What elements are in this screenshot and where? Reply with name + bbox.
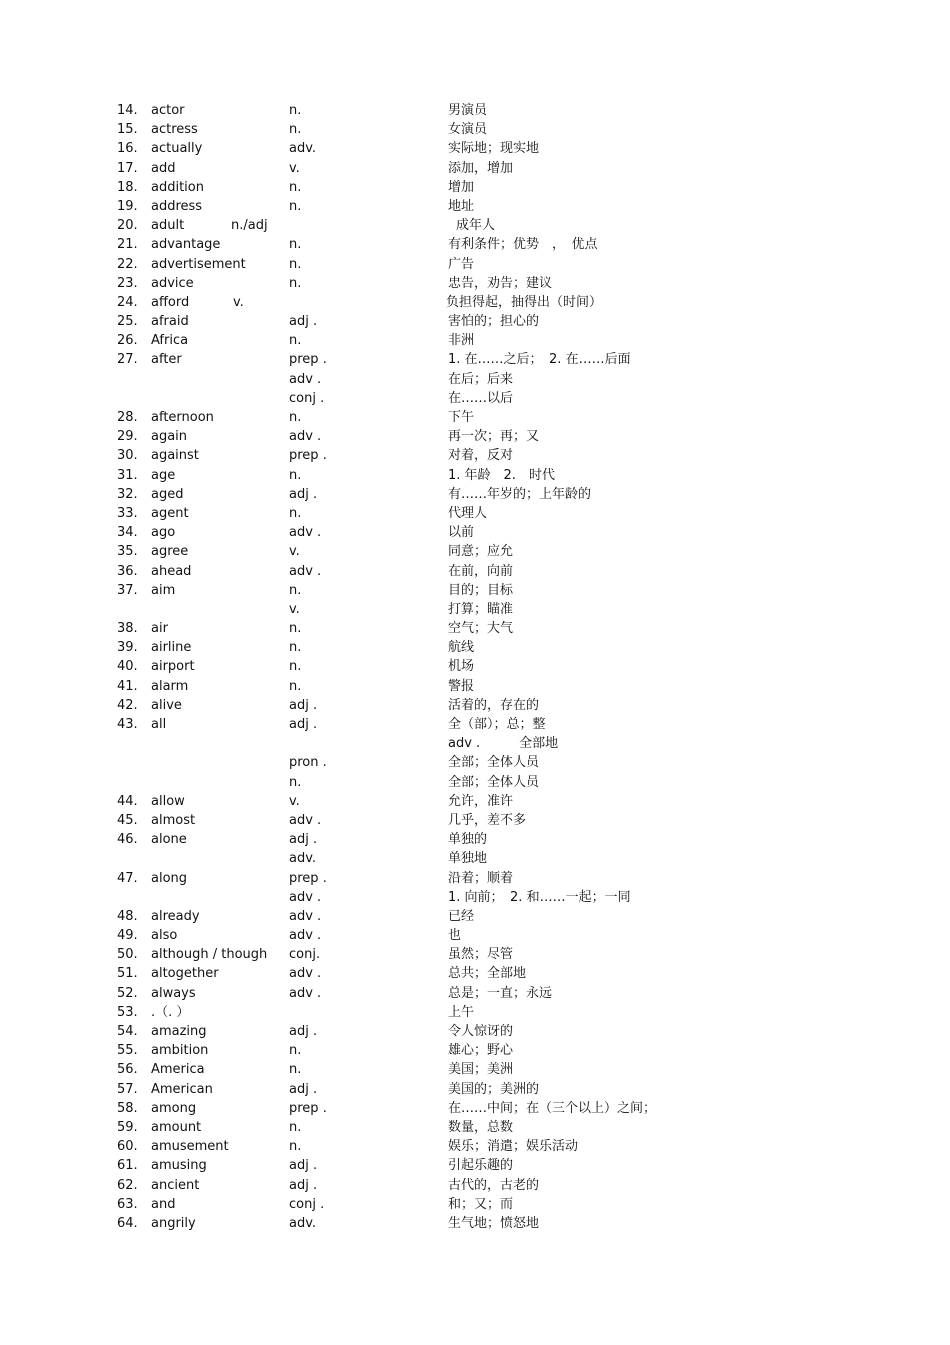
entry-definition: 男演员 (448, 103, 488, 118)
entry-number: 62. (117, 1177, 138, 1193)
vocab-row (0, 734, 950, 753)
entry-word: age (151, 467, 176, 483)
entry-number: 64. (117, 1215, 138, 1231)
entry-definition: 也 (448, 928, 462, 944)
entry-part-of-speech: n. (289, 1043, 302, 1059)
entry-word: adult (151, 218, 185, 234)
entry-part-of-speech: adv . (289, 371, 322, 387)
entry-part-of-speech: n. (289, 774, 302, 790)
entry-number: 55. (117, 1043, 138, 1059)
entry-part-of-speech: adj . (289, 314, 318, 330)
entry-word: altogether (151, 966, 219, 982)
vocab-row (0, 1214, 950, 1233)
entry-word: .（. ） (151, 1004, 190, 1020)
entry-number: 45. (117, 812, 138, 828)
entry-definition: 负担得起，抽得出（时间） (446, 294, 603, 310)
vocab-row (0, 293, 950, 312)
entry-part-of-speech: adj . (289, 1024, 318, 1039)
vocab-row (0, 1176, 950, 1195)
entry-number: 54. (117, 1024, 138, 1039)
vocab-row (0, 427, 950, 446)
entry-word: almost (151, 812, 196, 828)
entry-part-of-speech: adv . (289, 429, 322, 445)
entry-part-of-speech: n. (289, 582, 302, 598)
entry-number: 44. (117, 793, 138, 809)
entry-part-of-speech: adj . (289, 1081, 318, 1097)
entry-number: 63. (117, 1196, 138, 1212)
entry-word: amusing (151, 1158, 207, 1174)
vocab-row (0, 964, 950, 983)
vocab-row (0, 1041, 950, 1060)
vocab-row (0, 1137, 950, 1156)
entry-definition: 单独地 (448, 851, 488, 867)
entry-definition: 数量，总数 (448, 1119, 514, 1135)
entry-word: already (151, 908, 200, 924)
vocabulary-list (0, 101, 950, 1233)
vocab-row (0, 466, 950, 485)
entry-number: 57. (117, 1081, 138, 1097)
entry-definition: 美国；美洲 (448, 1062, 514, 1078)
entry-number: 25. (117, 314, 138, 330)
entry-part-of-speech: v. (289, 793, 300, 809)
vocab-row (0, 159, 950, 178)
entry-definition: 1. 向前； 2. 和……一起；一同 (448, 889, 631, 905)
entry-part-of-speech: n. (289, 1062, 302, 1078)
entry-part-of-speech: n. (289, 179, 302, 195)
entry-word: among (151, 1100, 197, 1116)
vocab-row (0, 600, 950, 619)
entry-word: actress (151, 122, 198, 138)
entry-number: 37. (117, 582, 138, 598)
entry-definition: 广告 (448, 256, 475, 272)
entry-definition: 地址 (448, 198, 475, 214)
entry-part-of-speech: v. (289, 544, 300, 560)
entry-word: amazing (151, 1024, 207, 1039)
entry-part-of-speech: adv. (289, 851, 317, 867)
entry-number: 36. (117, 563, 138, 579)
vocab-row (0, 331, 950, 350)
entry-number: 15. (117, 122, 138, 138)
entry-number: 23. (117, 275, 138, 291)
entry-definition: 令人惊讶的 (448, 1024, 514, 1039)
entry-definition: 忠告，劝告；建议 (448, 275, 553, 291)
entry-definition: 下午 (448, 410, 475, 425)
entry-number: 60. (117, 1139, 138, 1155)
entry-word: amount (151, 1119, 202, 1135)
entry-number: 59. (117, 1119, 138, 1135)
entry-definition: 实际地；现实地 (448, 141, 540, 157)
entry-number: 40. (117, 659, 138, 675)
entry-number: 18. (117, 179, 138, 195)
vocab-row (0, 542, 950, 561)
entry-definition: 沿着；顺着 (448, 870, 514, 886)
entry-definition: 引起乐趣的 (448, 1158, 514, 1174)
vocab-row (0, 562, 950, 581)
entry-definition: 在……以后 (448, 390, 514, 406)
entry-word: although / though (151, 947, 268, 963)
entry-definition: 空气；大气 (448, 621, 514, 637)
entry-part-of-speech: adv. (289, 141, 317, 157)
entry-word: also (151, 928, 178, 944)
entry-part-of-speech: conj. (289, 947, 321, 963)
vocab-row (0, 869, 950, 888)
entry-word: all (151, 717, 167, 732)
entry-number: 32. (117, 486, 138, 502)
entry-word: amusement (151, 1139, 229, 1155)
entry-definition: 有……年岁的；上年龄的 (448, 486, 592, 502)
vocab-row (0, 1195, 950, 1214)
entry-number: 56. (117, 1062, 138, 1078)
entry-number: 49. (117, 928, 138, 944)
entry-part-of-speech: n. (289, 237, 302, 253)
vocab-row (0, 753, 950, 772)
entry-definition: 目的；目标 (448, 582, 514, 598)
entry-part-of-speech: n. (289, 659, 302, 675)
entry-part-of-speech: n. (289, 621, 302, 637)
entry-definition: 美国的；美洲的 (448, 1081, 540, 1097)
entry-number: 41. (117, 678, 138, 694)
entry-word: ago (151, 525, 176, 541)
entry-definition: 有利条件；优势 ， 优点 (448, 237, 598, 253)
vocab-row (0, 1118, 950, 1137)
entry-definition: 活着的，存在的 (448, 697, 540, 713)
entry-word: alone (151, 832, 187, 848)
vocab-row (0, 830, 950, 849)
entry-part-of-speech: n./adj (231, 218, 268, 234)
entry-definition: 在前，向前 (448, 563, 514, 579)
entry-part-of-speech: adj . (289, 1177, 318, 1193)
entry-definition: 单独的 (448, 832, 488, 848)
entry-definition: 女演员 (448, 122, 488, 138)
entry-definition: 以前 (448, 525, 475, 541)
entry-word: allow (151, 793, 185, 809)
entry-part-of-speech: adj . (289, 486, 318, 502)
entry-word: after (151, 352, 182, 368)
entry-number: 47. (117, 870, 138, 886)
entry-part-of-speech: n. (289, 198, 302, 214)
entry-definition: 对着，反对 (448, 448, 514, 464)
entry-part-of-speech: adj . (289, 1158, 318, 1174)
entry-word: ambition (151, 1043, 209, 1059)
entry-definition: 机场 (448, 659, 475, 675)
entry-number: 46. (117, 832, 138, 848)
entry-part-of-speech: prep . (289, 448, 327, 464)
entry-definition: 虽然；尽管 (448, 947, 514, 963)
vocab-row (0, 696, 950, 715)
entry-word: angrily (151, 1215, 196, 1231)
entry-part-of-speech: v. (289, 160, 300, 176)
entry-part-of-speech: adv . (289, 908, 322, 924)
entry-word: add (151, 160, 176, 176)
vocab-row (0, 216, 950, 235)
vocab-row (0, 638, 950, 657)
entry-word: agent (151, 505, 189, 521)
entry-part-of-speech: prep . (289, 352, 327, 368)
entry-word: aged (151, 486, 184, 502)
vocab-row (0, 446, 950, 465)
entry-number: 27. (117, 352, 138, 368)
entry-word: addition (151, 179, 204, 195)
vocab-row (0, 1022, 950, 1041)
entry-part-of-speech: pron . (289, 755, 327, 771)
entry-definition: 航线 (448, 640, 475, 656)
vocab-row (0, 926, 950, 945)
vocab-row (0, 792, 950, 811)
entry-word: again (151, 429, 188, 445)
entry-part-of-speech: v. (233, 294, 244, 310)
entry-word: afford (151, 294, 190, 310)
vocab-row (0, 811, 950, 830)
entry-number: 26. (117, 333, 138, 349)
entry-number: 24. (117, 294, 138, 310)
entry-part-of-speech: adv . (289, 525, 322, 541)
entry-definition: 非洲 (448, 333, 475, 349)
entry-word: actor (151, 103, 185, 118)
entry-number: 58. (117, 1100, 138, 1116)
entry-definition: 已经 (448, 908, 475, 924)
entry-word: American (151, 1081, 213, 1097)
entry-part-of-speech: n. (289, 122, 302, 138)
entry-part-of-speech: adv . (289, 812, 322, 828)
vocab-row (0, 945, 950, 964)
entry-word: alarm (151, 678, 189, 694)
entry-definition: 生气地；愤怒地 (448, 1215, 540, 1231)
entry-definition: 古代的，古老的 (448, 1177, 540, 1193)
entry-number: 43. (117, 717, 138, 732)
vocab-row (0, 1080, 950, 1099)
entry-definition: 全部；全体人员 (448, 774, 540, 790)
vocab-row (0, 197, 950, 216)
entry-definition: 上午 (448, 1004, 475, 1020)
entry-number: 42. (117, 697, 138, 713)
entry-word: airport (151, 659, 195, 675)
entry-part-of-speech: adv . (289, 889, 322, 905)
entry-definition: 全部；全体人员 (448, 755, 540, 771)
entry-word: ancient (151, 1177, 200, 1193)
entry-number: 38. (117, 621, 138, 637)
entry-word: air (151, 621, 168, 637)
entry-number: 39. (117, 640, 138, 656)
vocab-row (0, 101, 950, 120)
entry-word: advantage (151, 237, 221, 253)
entry-word: Africa (151, 333, 189, 349)
entry-word: along (151, 870, 188, 886)
vocab-row (0, 523, 950, 542)
vocab-row (0, 581, 950, 600)
entry-number: 30. (117, 448, 138, 464)
entry-part-of-speech: n. (289, 410, 302, 425)
entry-part-of-speech: adv . (289, 563, 322, 579)
entry-number: 48. (117, 908, 138, 924)
vocab-row (0, 120, 950, 139)
entry-number: 50. (117, 947, 138, 963)
entry-definition: 打算；瞄准 (448, 601, 514, 617)
entry-word: advice (151, 275, 194, 291)
entry-definition: 警报 (448, 678, 475, 694)
entry-part-of-speech: adj . (289, 697, 318, 713)
entry-part-of-speech: adj . (289, 717, 318, 732)
entry-part-of-speech: n. (289, 275, 302, 291)
entry-part-of-speech: adv. (289, 1215, 317, 1231)
vocab-row (0, 312, 950, 331)
entry-number: 51. (117, 966, 138, 982)
entry-part-of-speech: n. (289, 640, 302, 656)
entry-word: against (151, 448, 199, 464)
vocab-row (0, 139, 950, 158)
entry-part-of-speech: n. (289, 333, 302, 349)
vocab-row (0, 907, 950, 926)
entry-definition: 同意；应允 (448, 544, 514, 560)
entry-definition: 在后；后来 (448, 371, 514, 387)
entry-part-of-speech: n. (289, 505, 302, 521)
entry-word: and (151, 1196, 176, 1212)
entry-number: 29. (117, 429, 138, 445)
vocab-row (0, 178, 950, 197)
vocab-row (0, 715, 950, 734)
entry-part-of-speech: n. (289, 467, 302, 483)
entry-word: actually (151, 141, 203, 157)
entry-part-of-speech: prep . (289, 870, 327, 886)
entry-word: advertisement (151, 256, 246, 272)
entry-definition: 再一次；再；又 (448, 429, 540, 445)
entry-number: 28. (117, 410, 138, 425)
entry-part-of-speech: n. (289, 1119, 302, 1135)
entry-part-of-speech: adv . (289, 985, 322, 1001)
entry-definition: adv . 全部地 (448, 736, 559, 752)
entry-part-of-speech: n. (289, 256, 302, 272)
vocab-row (0, 888, 950, 907)
entry-number: 16. (117, 141, 138, 157)
entry-word: afternoon (151, 410, 214, 425)
entry-part-of-speech: adv . (289, 928, 322, 944)
entry-definition: 几乎，差不多 (448, 812, 527, 828)
entry-definition: 总是；一直；永远 (448, 985, 553, 1001)
entry-word: airline (151, 640, 192, 656)
entry-number: 61. (117, 1158, 138, 1174)
entry-number: 53. (117, 1004, 138, 1020)
vocab-row (0, 984, 950, 1003)
vocab-row (0, 408, 950, 427)
entry-part-of-speech: n. (289, 1139, 302, 1155)
entry-word: address (151, 198, 203, 214)
entry-word: always (151, 985, 196, 1001)
entry-word: aim (151, 582, 176, 598)
entry-definition: 娱乐；消遣；娱乐活动 (448, 1139, 579, 1155)
entry-word: ahead (151, 563, 192, 579)
vocab-row (0, 619, 950, 638)
entry-definition: 全（部）；总；整 (448, 717, 546, 732)
entry-definition: 代理人 (448, 505, 488, 521)
entry-word: agree (151, 544, 189, 560)
entry-definition: 增加 (448, 179, 475, 195)
entry-definition: 成年人 (456, 218, 496, 234)
entry-definition: 添加，增加 (448, 160, 514, 176)
entry-part-of-speech: adv . (289, 966, 322, 982)
entry-definition: 1. 年龄 2. 时代 (448, 467, 555, 483)
vocab-row (0, 773, 950, 792)
entry-number: 31. (117, 467, 138, 483)
entry-number: 33. (117, 505, 138, 521)
vocab-row (0, 657, 950, 676)
entry-number: 35. (117, 544, 138, 560)
entry-definition: 允许，准许 (448, 793, 514, 809)
vocab-row (0, 1156, 950, 1175)
entry-part-of-speech: conj . (289, 1196, 325, 1212)
entry-part-of-speech: n. (289, 678, 302, 694)
entry-definition: 在……中间；在（三个以上）之间； (448, 1100, 657, 1116)
entry-definition: 总共；全部地 (448, 966, 527, 982)
entry-part-of-speech: adj . (289, 832, 318, 848)
entry-part-of-speech: prep . (289, 1100, 327, 1116)
entry-part-of-speech: conj . (289, 390, 325, 406)
entry-definition: 雄心；野心 (448, 1043, 514, 1059)
entry-number: 34. (117, 525, 138, 541)
vocab-row (0, 849, 950, 868)
vocab-row (0, 1060, 950, 1079)
vocab-row (0, 1003, 950, 1022)
entry-definition: 和；又；而 (448, 1196, 514, 1212)
vocab-row (0, 350, 950, 369)
vocab-row (0, 235, 950, 254)
vocab-row (0, 485, 950, 504)
entry-number: 14. (117, 103, 138, 118)
vocab-row (0, 389, 950, 408)
entry-part-of-speech: n. (289, 103, 302, 118)
vocab-row (0, 274, 950, 293)
entry-number: 19. (117, 198, 138, 214)
entry-number: 22. (117, 256, 138, 272)
entry-part-of-speech: v. (289, 601, 300, 617)
vocab-row (0, 370, 950, 389)
entry-number: 52. (117, 985, 138, 1001)
vocab-row (0, 677, 950, 696)
entry-number: 17. (117, 160, 138, 176)
entry-number: 20. (117, 218, 138, 234)
entry-definition: 害怕的；担心的 (448, 314, 540, 330)
vocab-row (0, 504, 950, 523)
vocab-row (0, 255, 950, 274)
entry-number: 21. (117, 237, 138, 253)
entry-word: alive (151, 697, 182, 713)
entry-definition: 1. 在……之后； 2. 在……后面 (448, 352, 631, 368)
entry-word: America (151, 1062, 205, 1078)
entry-word: afraid (151, 314, 189, 330)
vocab-row (0, 1099, 950, 1118)
